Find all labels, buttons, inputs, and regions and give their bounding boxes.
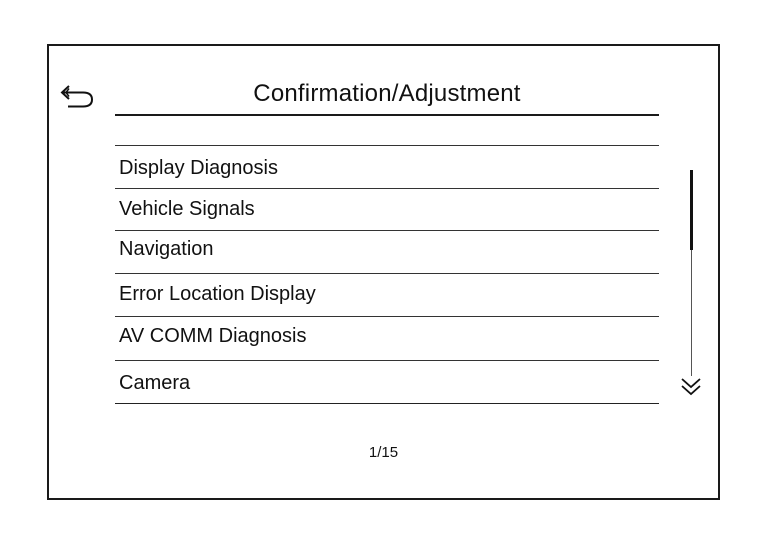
menu-item-label: Camera xyxy=(119,372,191,394)
page-title: Confirmation/Adjustment xyxy=(253,80,521,107)
menu-item-error-location-display[interactable] xyxy=(115,282,659,317)
menu-item-label: Vehicle Signals xyxy=(119,198,255,220)
scrollbar-thumb[interactable] xyxy=(690,170,693,250)
menu-item-label: Display Diagnosis xyxy=(119,157,278,179)
double-chevron-down-icon xyxy=(678,375,704,399)
scrollbar-track[interactable] xyxy=(691,250,692,376)
scroll-down-button[interactable] xyxy=(678,375,704,399)
list-top-divider xyxy=(115,145,659,146)
menu-item-vehicle-signals[interactable] xyxy=(115,197,659,231)
menu-item-label: Error Location Display xyxy=(119,283,316,305)
menu-item-camera[interactable] xyxy=(115,371,659,404)
diagnostic-screen xyxy=(47,44,720,500)
menu-item-navigation[interactable] xyxy=(115,237,659,274)
back-arrow-icon xyxy=(59,76,99,112)
menu-item-label: Navigation xyxy=(119,238,214,260)
back-button[interactable] xyxy=(59,76,99,112)
title-divider xyxy=(115,114,659,116)
page-indicator: 1/15 xyxy=(368,444,399,461)
menu-item-display-diagnosis[interactable] xyxy=(115,156,659,189)
menu-item-av-comm-diagnosis[interactable] xyxy=(115,324,659,361)
menu-item-label: AV COMM Diagnosis xyxy=(119,325,307,347)
